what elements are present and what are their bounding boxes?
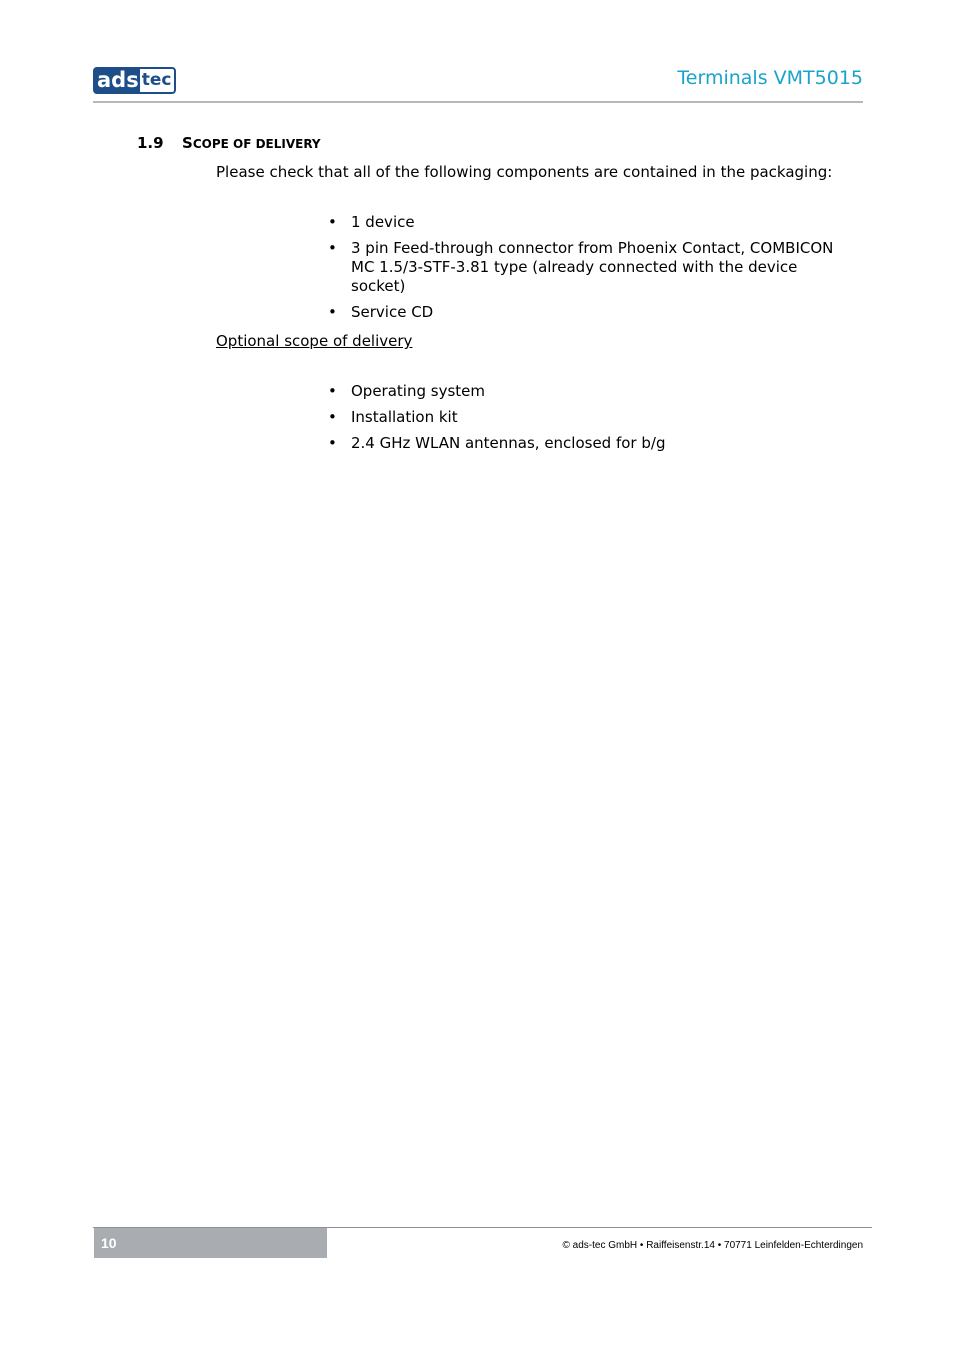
list-item	[328, 382, 848, 401]
ads-tec-logo	[93, 67, 177, 94]
section-title-initial: S	[182, 134, 193, 152]
bullet-icon: •	[328, 213, 337, 231]
page-number: 10	[94, 1228, 327, 1258]
list-item-text: 1 device	[351, 213, 415, 231]
list-item-text: 3 pin Feed-through connector from Phoenix Contact, COMBICON MC 1.5/3-STF-3.81 type (already connected with the device socket)	[351, 239, 834, 295]
section-heading	[137, 134, 321, 152]
list-item	[328, 434, 848, 453]
list-item-text: 2.4 GHz WLAN antennas, enclosed for b/g	[351, 434, 666, 452]
section-title-rest: COPE OF DELIVERY	[192, 137, 321, 151]
logo-ads: ads	[93, 67, 140, 94]
bullet-icon: •	[328, 434, 337, 452]
list-item	[328, 303, 848, 322]
bullet-icon: •	[328, 408, 337, 426]
optional-scope-label: Optional scope of delivery	[216, 332, 413, 350]
list-item-text: Service CD	[351, 303, 434, 321]
intro-paragraph: Please check that all of the following components are contained in the packaging:	[216, 163, 833, 181]
delivery-list	[328, 213, 848, 329]
logo-tec: tec	[140, 67, 177, 94]
optional-delivery-list	[328, 382, 848, 460]
header-divider	[93, 101, 863, 103]
bullet-icon: •	[328, 303, 337, 321]
bullet-icon: •	[328, 239, 337, 257]
list-item-text: Installation kit	[351, 408, 458, 426]
section-number: 1.9	[137, 134, 164, 152]
list-item	[328, 239, 848, 296]
list-item	[328, 213, 848, 232]
list-item-text: Operating system	[351, 382, 485, 400]
footer-copyright: © ads-tec GmbH • Raiffeisenstr.14 • 70771 Leinfelden-Echterdingen	[562, 1240, 863, 1251]
bullet-icon: •	[328, 382, 337, 400]
list-item	[328, 408, 848, 427]
document-title: Terminals VMT5015	[677, 67, 863, 89]
